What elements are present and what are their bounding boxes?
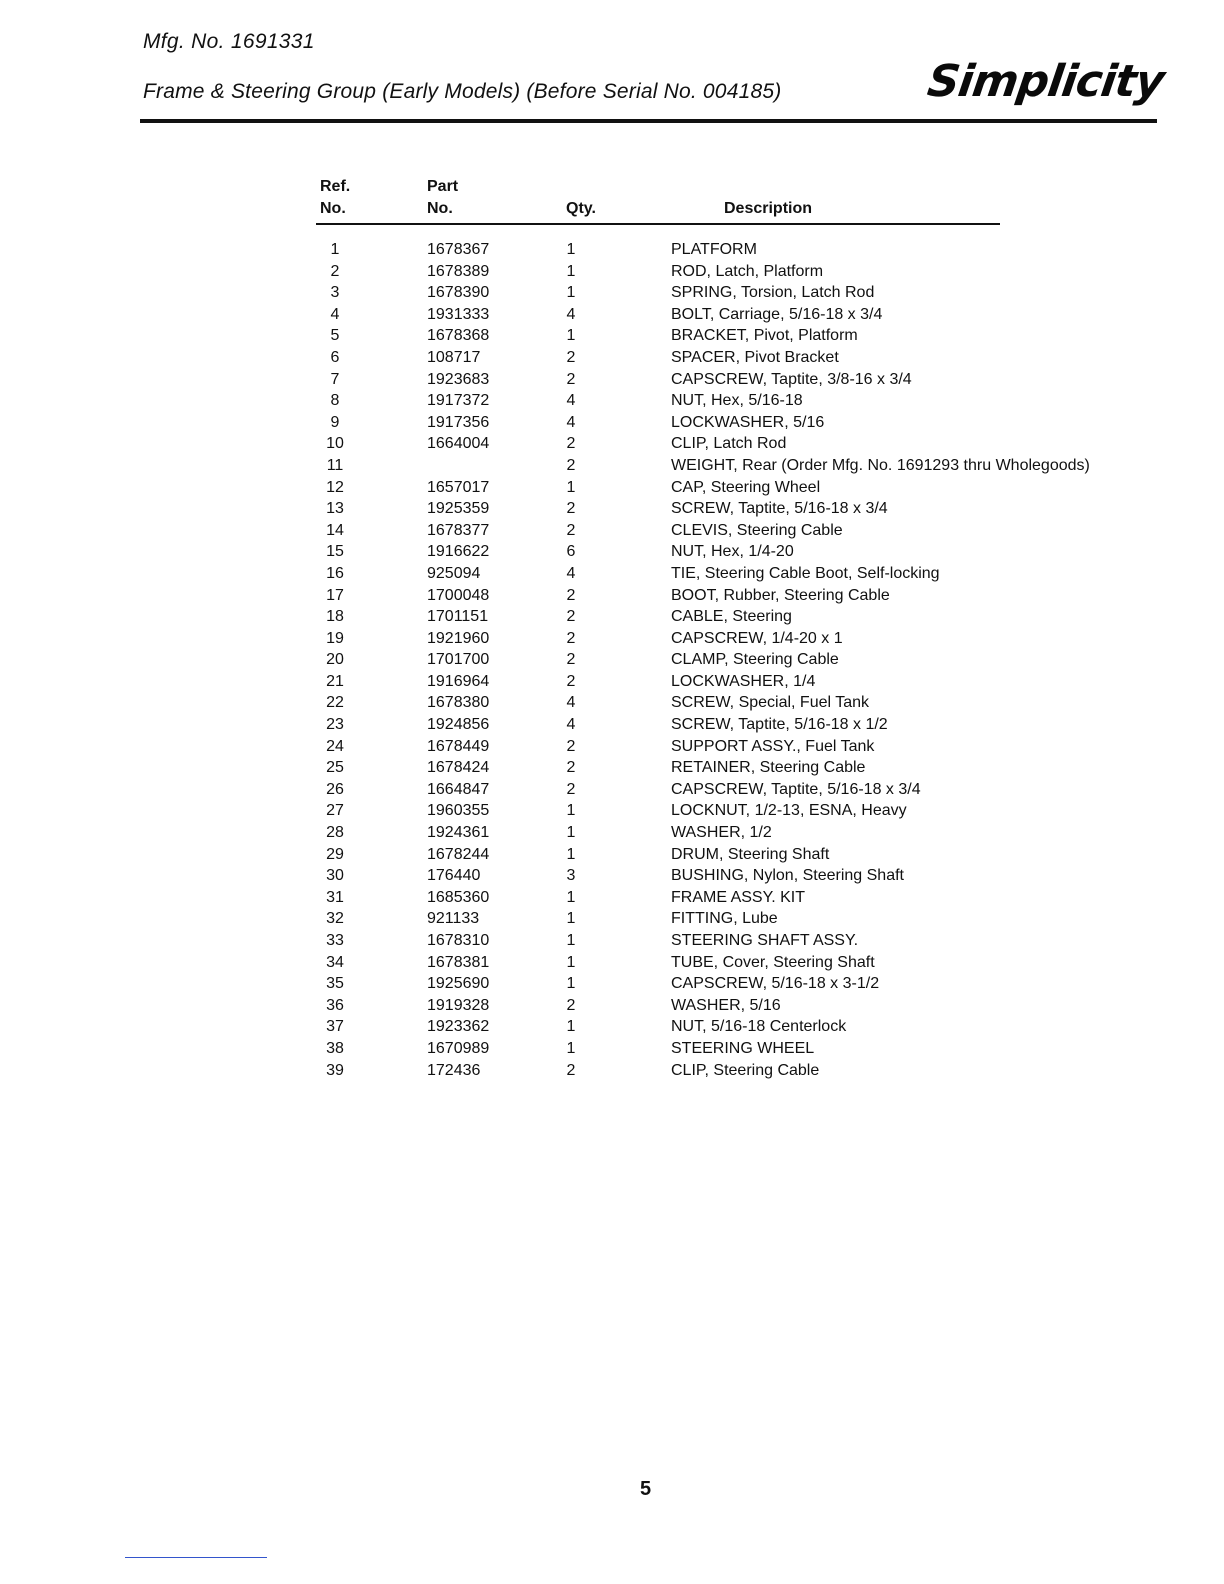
quantity: 2: [566, 1061, 576, 1079]
part-number: 1923683: [427, 370, 490, 388]
part-number: 1917372: [427, 392, 490, 410]
description: ROD, Latch, Platform: [671, 262, 824, 280]
part-number: 1919328: [427, 996, 490, 1014]
quantity: 1: [566, 241, 576, 258]
description: CLEVIS, Steering Cable: [671, 521, 843, 539]
ref-number: 35: [326, 975, 344, 993]
description: CAP, Steering Wheel: [671, 478, 821, 496]
quantity: 1: [566, 262, 576, 280]
table-row: [0, 520, 1224, 542]
table-row: [0, 995, 1224, 1017]
quantity: 2: [566, 521, 576, 539]
quantity: 2: [566, 370, 576, 388]
part-number: 1916622: [427, 543, 490, 561]
part-number: 1678424: [427, 759, 490, 777]
quantity: 2: [566, 672, 576, 690]
description: LOCKWASHER, 5/16: [671, 413, 825, 431]
part-number: 176440: [427, 867, 481, 885]
description: CLIP, Steering Cable: [671, 1061, 820, 1079]
part-number: 1664847: [427, 780, 490, 798]
ref-number: 20: [326, 651, 344, 669]
ref-number: 13: [326, 500, 344, 518]
quantity: 6: [566, 543, 576, 561]
quantity: 1: [566, 802, 576, 820]
ref-number: 1: [330, 241, 340, 258]
part-number: 1670989: [427, 1039, 490, 1057]
table-row: [0, 692, 1224, 714]
ref-number: 29: [326, 845, 344, 863]
ref-number: 33: [326, 932, 344, 949]
table-row: [0, 714, 1224, 736]
table-row: [0, 822, 1224, 844]
part-number: 1678244: [427, 845, 490, 863]
quantity: 4: [566, 716, 576, 734]
part-number: 925094: [427, 564, 481, 582]
table-row: [0, 304, 1224, 326]
ref-number: 31: [326, 888, 344, 906]
description: SCREW, Taptite, 5/16-18 x 1/2: [671, 716, 888, 734]
part-number: 1678377: [427, 521, 490, 539]
ref-number: 38: [326, 1039, 344, 1057]
column-header-part: [427, 176, 458, 220]
table-row: [0, 498, 1224, 520]
parts-table: [0, 239, 1224, 1081]
quantity: 1: [566, 824, 576, 842]
column-header-description: Description: [724, 200, 813, 217]
description: STEERING SHAFT ASSY.: [671, 932, 859, 949]
description: LOCKNUT, 1/2-13, ESNA, Heavy: [671, 802, 907, 820]
table-row: [0, 585, 1224, 607]
description: CAPSCREW, Taptite, 5/16-18 x 3/4: [671, 780, 921, 798]
description: TIE, Steering Cable Boot, Self-locking: [671, 564, 940, 582]
quantity: 2: [566, 651, 576, 669]
part-number: 1657017: [427, 478, 490, 496]
ref-number: 5: [330, 327, 340, 345]
table-row: [0, 477, 1224, 499]
column-header-qty: Qty.: [566, 200, 596, 217]
quantity: 1: [566, 478, 576, 496]
ref-number: 17: [326, 586, 344, 604]
table-row: [0, 1060, 1224, 1082]
ref-number: 6: [330, 348, 340, 366]
ref-number: 2: [330, 262, 340, 280]
table-row: [0, 973, 1224, 995]
ref-number: 34: [326, 953, 344, 971]
quantity: 1: [566, 284, 576, 302]
quantity: 1: [566, 1018, 576, 1036]
part-number: 172436: [427, 1061, 481, 1079]
part-number: 1921960: [427, 629, 490, 647]
quantity: 1: [566, 1039, 576, 1057]
ref-number: 23: [326, 716, 344, 734]
ref-number: 18: [326, 608, 344, 626]
part-number: 1700048: [427, 586, 490, 604]
table-row: [0, 649, 1224, 671]
table-row: [0, 887, 1224, 909]
ref-number: 39: [326, 1061, 344, 1079]
quantity: 1: [566, 845, 576, 863]
part-number: 1678449: [427, 737, 490, 755]
part-number: 1960355: [427, 802, 490, 820]
ref-number: 25: [326, 759, 344, 777]
table-row: [0, 930, 1224, 952]
ref-number: 27: [326, 802, 344, 820]
description: CAPSCREW, 1/4-20 x 1: [671, 629, 843, 647]
column-header-ref-line1: Ref.: [320, 178, 351, 195]
quantity: 1: [566, 975, 576, 993]
description: NUT, Hex, 1/4-20: [671, 543, 794, 561]
description: WASHER, 5/16: [671, 996, 781, 1014]
column-header-ref: [320, 176, 350, 220]
quantity: 4: [566, 694, 576, 712]
quantity: 2: [566, 780, 576, 798]
ref-number: 28: [326, 824, 344, 842]
part-number: 1678310: [427, 932, 490, 949]
ref-number: 22: [326, 694, 344, 712]
description: NUT, 5/16-18 Centerlock: [671, 1018, 847, 1036]
part-number: 1924361: [427, 824, 490, 842]
table-row: [0, 800, 1224, 822]
quantity: 4: [566, 392, 576, 410]
table-row: [0, 541, 1224, 563]
quantity: 2: [566, 586, 576, 604]
description: SPRING, Torsion, Latch Rod: [671, 284, 875, 302]
quantity: 1: [566, 910, 576, 928]
table-row: [0, 282, 1224, 304]
ref-number: 19: [326, 629, 344, 647]
table-row: [0, 433, 1224, 455]
description: BUSHING, Nylon, Steering Shaft: [671, 867, 904, 885]
page-number: 5: [640, 1478, 652, 1500]
part-number: 1678380: [427, 694, 490, 712]
quantity: 4: [566, 413, 576, 431]
part-number: 1678389: [427, 262, 490, 280]
ref-number: 4: [330, 305, 340, 323]
description: CLAMP, Steering Cable: [671, 651, 839, 669]
table-row: [0, 563, 1224, 585]
description: BRACKET, Pivot, Platform: [671, 327, 858, 345]
description: PLATFORM: [671, 241, 757, 258]
column-header-part-line2: No.: [427, 200, 453, 217]
description: CAPSCREW, Taptite, 3/8-16 x 3/4: [671, 370, 912, 388]
part-number: 108717: [427, 348, 481, 366]
part-number: 1916964: [427, 672, 490, 690]
quantity: 2: [566, 348, 576, 366]
description: CABLE, Steering: [671, 608, 792, 626]
ref-number: 7: [330, 370, 340, 388]
table-row: [0, 628, 1224, 650]
description: SPACER, Pivot Bracket: [671, 348, 839, 366]
quantity: 3: [566, 867, 576, 885]
quantity: 1: [566, 953, 576, 971]
description: LOCKWASHER, 1/4: [671, 672, 816, 690]
part-number: 1685360: [427, 888, 490, 906]
description: WEIGHT, Rear (Order Mfg. No. 1691293 thru Wholegoods): [671, 456, 1090, 474]
quantity: 1: [566, 932, 576, 949]
part-number: 1917356: [427, 413, 490, 431]
description: FRAME ASSY. KIT: [671, 888, 805, 906]
part-number: 1701700: [427, 651, 490, 669]
ref-number: 36: [326, 996, 344, 1014]
table-row: [0, 261, 1224, 283]
footer-line: [125, 1557, 267, 1558]
part-number: 1925359: [427, 500, 490, 518]
quantity: 1: [566, 888, 576, 906]
quantity: 2: [566, 456, 576, 474]
table-row: [0, 455, 1224, 477]
table-row: [0, 606, 1224, 628]
table-row: [0, 671, 1224, 693]
column-header-ref-line2: No.: [320, 200, 346, 217]
ref-number: 30: [326, 867, 344, 885]
description: FITTING, Lube: [671, 910, 778, 928]
part-number: 1678381: [427, 953, 490, 971]
quantity: 2: [566, 737, 576, 755]
mfg-number: Mfg. No. 1691331: [143, 30, 315, 53]
ref-number: 10: [326, 435, 344, 453]
part-number: 1678367: [427, 241, 490, 258]
table-row: [0, 325, 1224, 347]
description: STEERING WHEEL: [671, 1039, 815, 1057]
description: SUPPORT ASSY., Fuel Tank: [671, 737, 875, 755]
description: NUT, Hex, 5/16-18: [671, 392, 803, 410]
quantity: 2: [566, 435, 576, 453]
column-header-part-line1: Part: [427, 178, 459, 195]
quantity: 2: [566, 759, 576, 777]
page-subtitle: Frame & Steering Group (Early Models) (Before Serial No. 004185): [143, 80, 782, 103]
part-number: 1678390: [427, 284, 490, 302]
description: SCREW, Taptite, 5/16-18 x 3/4: [671, 500, 888, 518]
part-number: 1678368: [427, 327, 490, 345]
ref-number: 14: [326, 521, 344, 539]
part-number: 1664004: [427, 435, 490, 453]
part-number: 1923362: [427, 1018, 490, 1036]
ref-number: 37: [326, 1018, 344, 1036]
description: TUBE, Cover, Steering Shaft: [671, 953, 875, 971]
part-number: 1931333: [427, 305, 490, 323]
table-row: [0, 369, 1224, 391]
description: SCREW, Special, Fuel Tank: [671, 694, 870, 712]
description: RETAINER, Steering Cable: [671, 759, 866, 777]
quantity: 4: [566, 305, 576, 323]
ref-number: 8: [330, 392, 340, 410]
part-number: 1701151: [427, 608, 489, 626]
quantity: 1: [566, 327, 576, 345]
table-row: [0, 865, 1224, 887]
table-row: [0, 347, 1224, 369]
quantity: 2: [566, 996, 576, 1014]
ref-number: 16: [326, 564, 344, 582]
description: CAPSCREW, 5/16-18 x 3-1/2: [671, 975, 880, 993]
part-number: 921133: [427, 910, 480, 928]
table-header-rule: [316, 223, 1000, 225]
table-row: [0, 736, 1224, 758]
ref-number: 11: [326, 456, 344, 474]
table-row: [0, 412, 1224, 434]
table-row: [0, 1016, 1224, 1038]
part-number: 1924856: [427, 716, 490, 734]
ref-number: 24: [326, 737, 344, 755]
description: BOOT, Rubber, Steering Cable: [671, 586, 890, 604]
description: CLIP, Latch Rod: [671, 435, 787, 453]
table-row: [0, 239, 1224, 261]
table-row: [0, 779, 1224, 801]
part-number: 1925690: [427, 975, 490, 993]
table-row: [0, 1038, 1224, 1060]
table-row: [0, 390, 1224, 412]
header-rule: [140, 119, 1157, 123]
table-row: [0, 908, 1224, 930]
description: BOLT, Carriage, 5/16-18 x 3/4: [671, 305, 883, 323]
quantity: 2: [566, 500, 576, 518]
brand-logo: Simplicity: [924, 56, 1167, 107]
ref-number: 21: [326, 672, 344, 690]
ref-number: 12: [326, 478, 344, 496]
ref-number: 26: [326, 780, 344, 798]
quantity: 4: [566, 564, 576, 582]
quantity: 2: [566, 629, 576, 647]
table-row: [0, 952, 1224, 974]
ref-number: 32: [326, 910, 344, 928]
table-row: [0, 844, 1224, 866]
description: WASHER, 1/2: [671, 824, 772, 842]
ref-number: 15: [326, 543, 344, 561]
description: DRUM, Steering Shaft: [671, 845, 830, 863]
ref-number: 9: [330, 413, 340, 431]
table-row: [0, 757, 1224, 779]
ref-number: 3: [330, 284, 340, 302]
quantity: 2: [566, 608, 576, 626]
